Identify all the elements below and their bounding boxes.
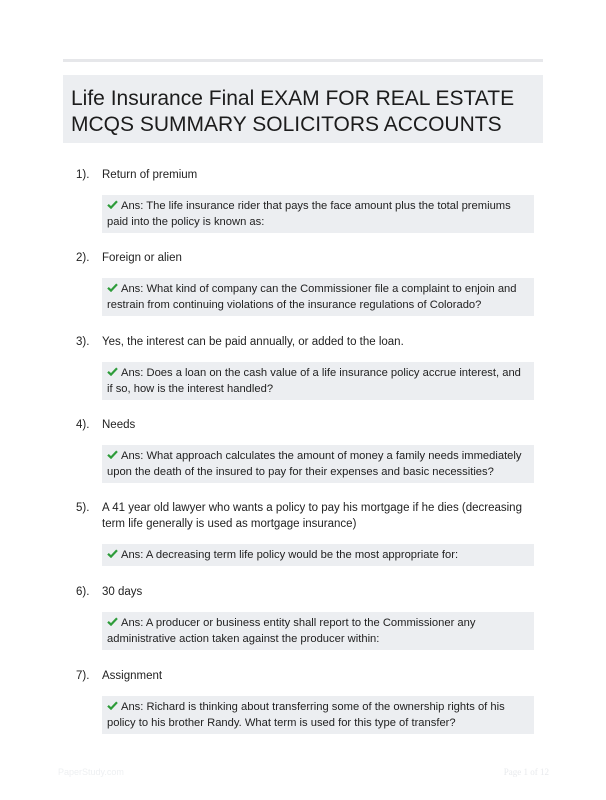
check-icon bbox=[107, 549, 118, 558]
question-number: 3). bbox=[76, 336, 90, 348]
answer-prefix: Ans: bbox=[121, 283, 144, 295]
question-item-1 bbox=[63, 167, 543, 233]
answer-box bbox=[102, 544, 534, 566]
question-item-5 bbox=[63, 500, 543, 566]
question-text: Needs bbox=[102, 419, 136, 431]
check-icon bbox=[107, 450, 118, 459]
question-number: 7). bbox=[76, 670, 90, 682]
answer-text: A decreasing term life policy would be the most appropriate for: bbox=[145, 549, 459, 561]
answer-box bbox=[102, 696, 534, 734]
page-title: Life Insurance Final EXAM FOR REAL ESTATE MCQS SUMMARY SOLICITORS ACCOUNTS bbox=[71, 87, 515, 136]
question-text: 30 days bbox=[102, 586, 143, 598]
answer-prefix: Ans: bbox=[121, 549, 144, 561]
question-text: Return of premium bbox=[102, 169, 198, 181]
check-icon bbox=[107, 617, 118, 626]
top-divider bbox=[63, 59, 543, 62]
answer-box bbox=[102, 612, 534, 650]
check-icon bbox=[107, 367, 118, 376]
question-text: Yes, the interest can be paid annually, or added to the loan. bbox=[102, 336, 404, 348]
answer-text: What approach calculates the amount of money a family needs immediately upon the death of the insured to pay for their expenses and basic necessities? bbox=[107, 450, 522, 478]
answer-prefix: Ans: bbox=[121, 450, 144, 462]
answer-box bbox=[102, 278, 534, 316]
question-text: Foreign or alien bbox=[102, 252, 182, 264]
question-text: Assignment bbox=[102, 670, 163, 682]
answer-prefix: Ans: bbox=[121, 367, 144, 379]
question-item-4 bbox=[63, 417, 543, 483]
page-number: Page 1 of 12 bbox=[503, 767, 549, 777]
question-number: 6). bbox=[76, 586, 90, 598]
question-item-7 bbox=[63, 668, 543, 734]
answer-prefix: Ans: bbox=[121, 200, 144, 212]
question-number: 5). bbox=[76, 502, 90, 514]
answer-text: Richard is thinking about transferring some of the ownership rights of his policy to his brother Randy. What term is used for this type of transfer? bbox=[107, 701, 505, 729]
answer-text: A producer or business entity shall report to the Commissioner any administrative action taken against the producer within: bbox=[107, 617, 476, 645]
answer-box bbox=[102, 445, 534, 483]
question-number: 1). bbox=[76, 169, 90, 181]
answer-prefix: Ans: bbox=[121, 701, 144, 713]
check-icon bbox=[107, 200, 118, 209]
answer-text: Does a loan on the cash value of a life insurance policy accrue interest, and if so, how is the interest handled? bbox=[107, 367, 521, 395]
title-banner bbox=[63, 75, 543, 143]
answer-prefix: Ans: bbox=[121, 617, 144, 629]
question-number: 2). bbox=[76, 252, 90, 264]
question-item-2 bbox=[63, 250, 543, 316]
answer-text: The life insurance rider that pays the face amount plus the total premiums paid into the policy is known as: bbox=[107, 200, 511, 228]
question-number: 4). bbox=[76, 419, 90, 431]
question-item-3 bbox=[63, 334, 543, 400]
check-icon bbox=[107, 283, 118, 292]
answer-box bbox=[102, 195, 534, 233]
answer-text: What kind of company can the Commissioner file a complaint to enjoin and restrain from continuing violations of the insurance regulations of Colorado? bbox=[107, 283, 517, 311]
check-icon bbox=[107, 701, 118, 710]
question-item-6 bbox=[63, 584, 543, 650]
question-text: A 41 year old lawyer who wants a policy to pay his mortgage if he dies (decreasing term life generally is used as mortgage insurance) bbox=[102, 502, 522, 530]
footer-watermark: PaperStudy.com bbox=[58, 767, 124, 777]
answer-box bbox=[102, 362, 534, 400]
